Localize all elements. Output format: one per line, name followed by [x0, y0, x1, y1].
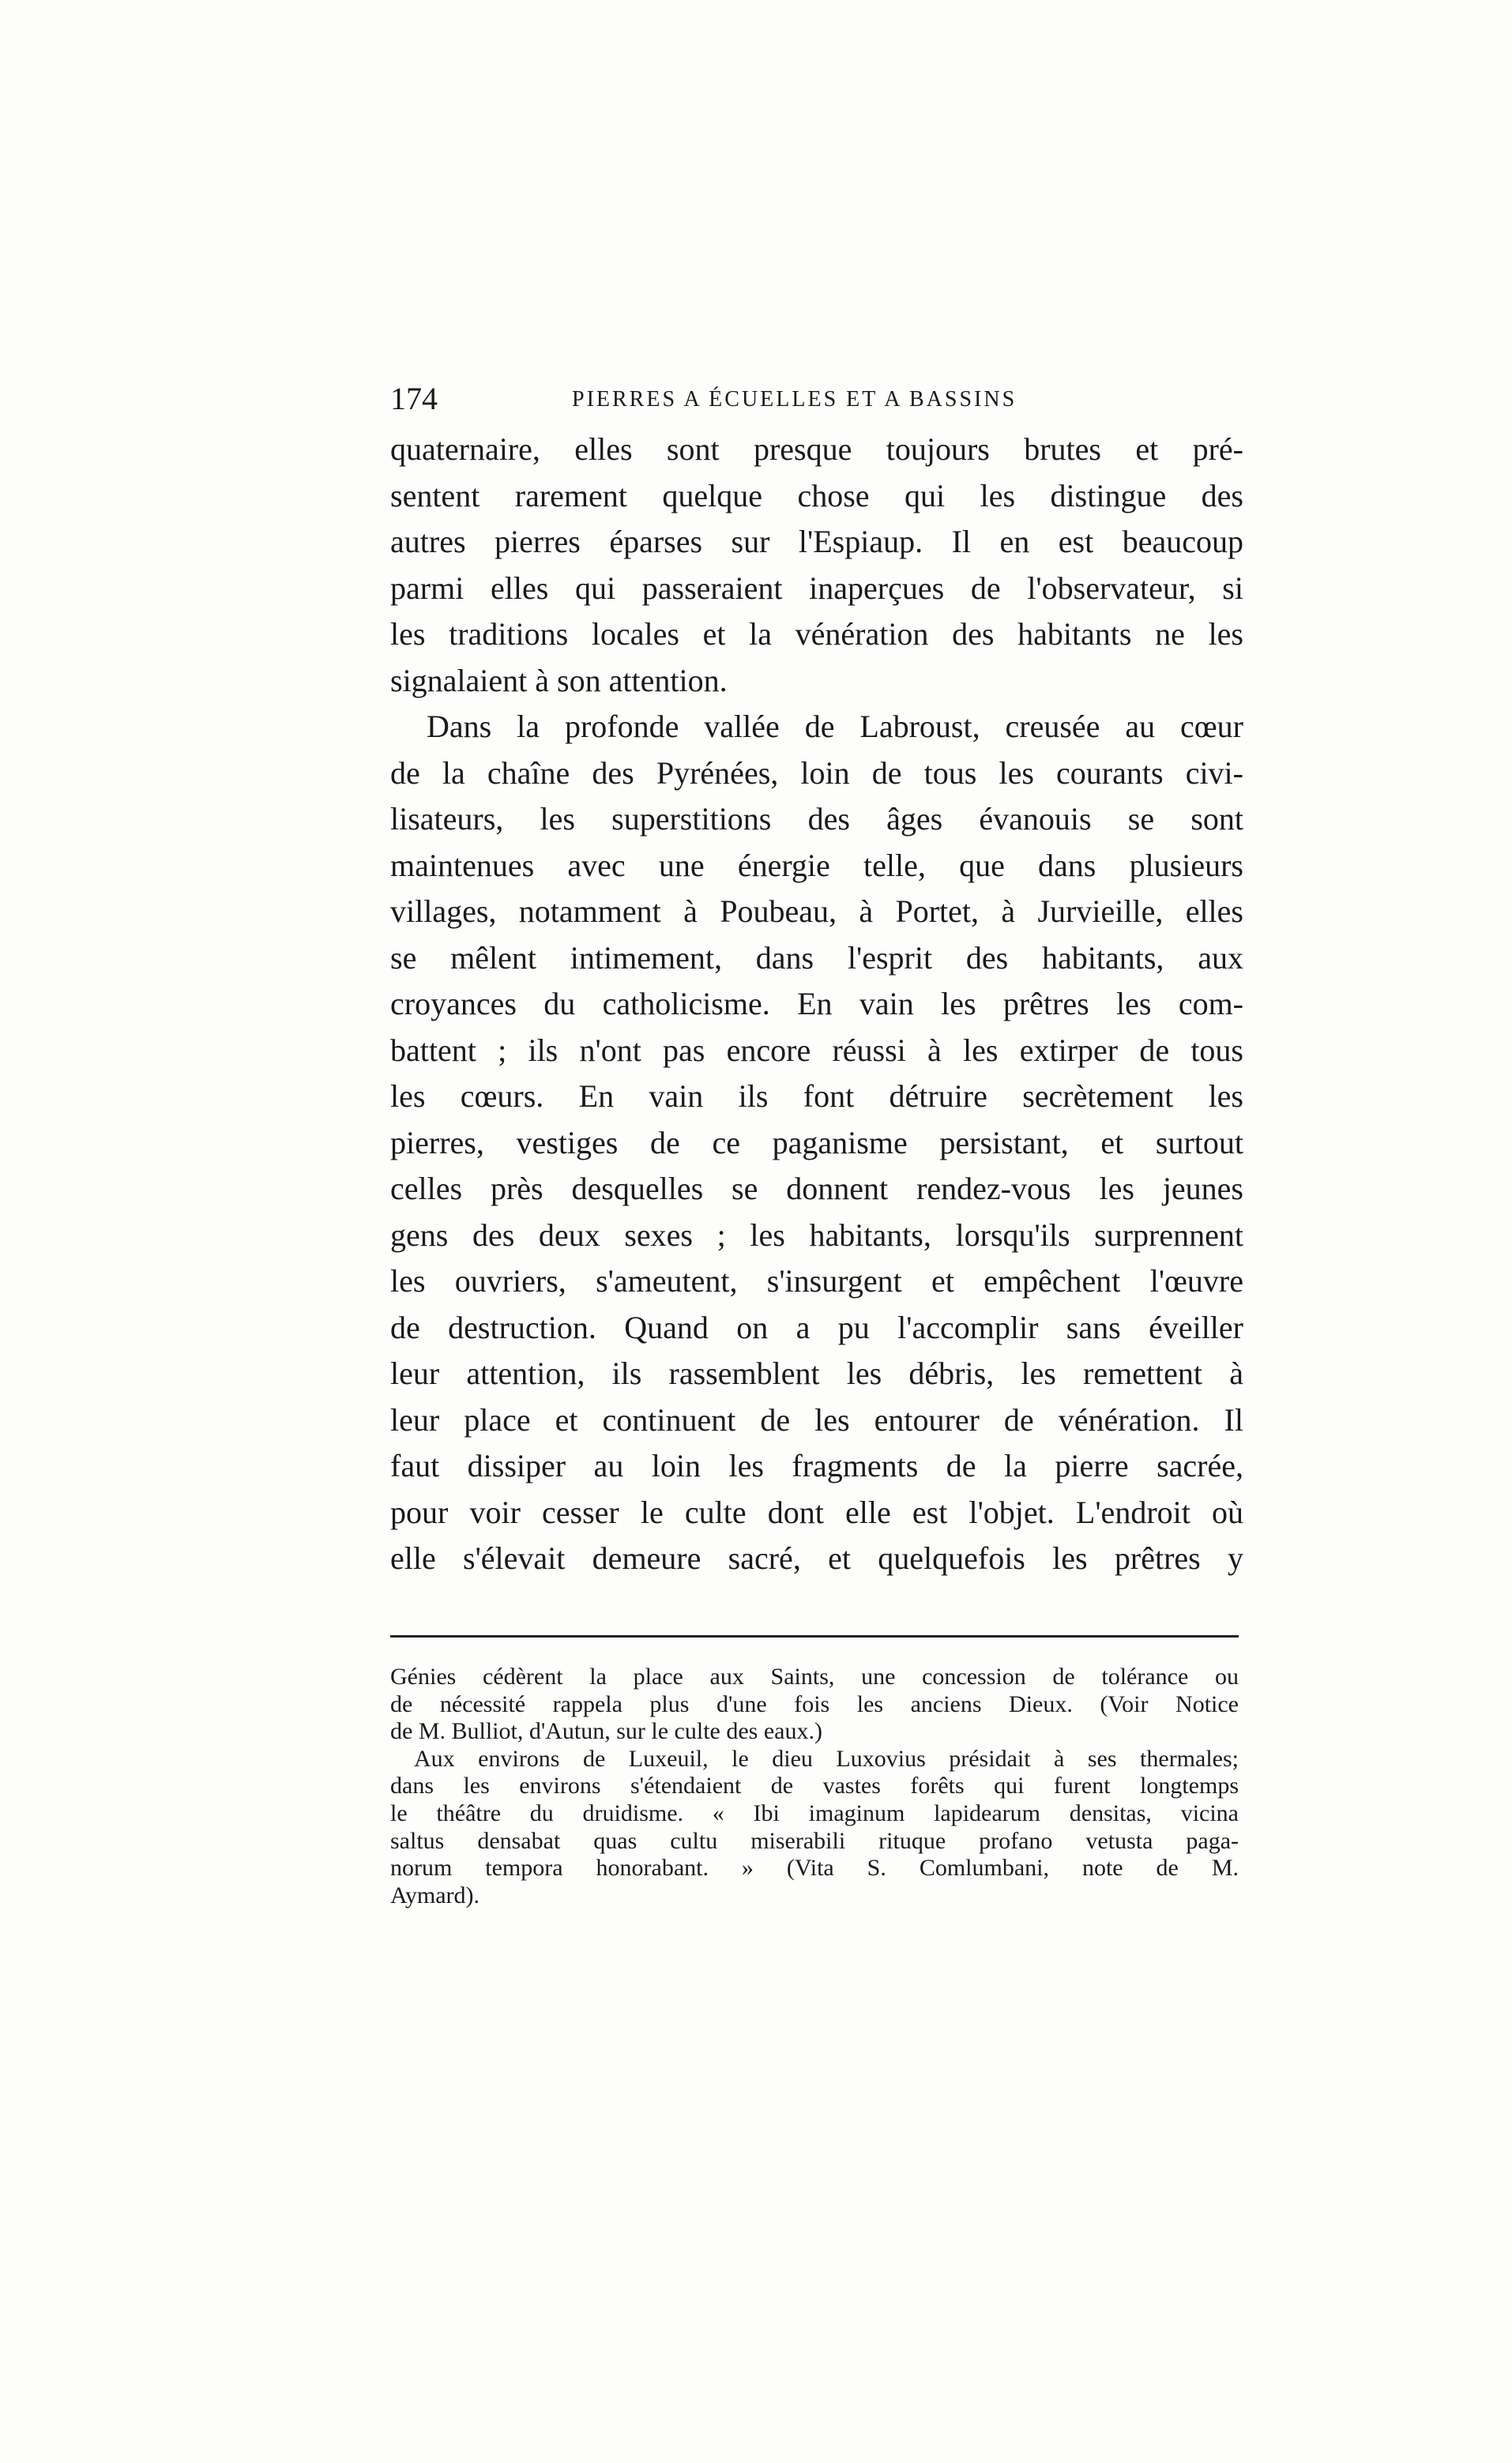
- text-line: sentent rarement quelque chose qui les distingue des: [390, 477, 1243, 513]
- footnote-line: Aymard).: [390, 1882, 480, 1908]
- text-line: celles près desquelles se donnent rendez-vous les jeunes: [390, 1171, 1243, 1206]
- text-line: faut dissiper au loin les fragments de la pierre sacrée,: [390, 1448, 1243, 1483]
- text-line: elle s'élevait demeure sacré, et quelquefois les prêtres y: [390, 1540, 1243, 1576]
- text-line: pierres, vestiges de ce paganisme persistant, et surtout: [390, 1124, 1243, 1160]
- footnote-line: de M. Bulliot, d'Autun, sur le culte des eaux.): [390, 1718, 822, 1745]
- footnote-line: dans les environs s'étendaient de vastes forêts qui furent longtemps: [390, 1773, 1239, 1799]
- main-text: [390, 427, 1243, 1582]
- text-line: se mêlent intimement, dans l'esprit des habitants, aux: [390, 939, 1243, 976]
- text-line: quaternaire, elles sont presque toujours brutes et pré-: [390, 431, 1243, 467]
- footnote-divider: [390, 1635, 1239, 1638]
- footnote-line: saltus densabat quas cultu miserabili rituque profano vetusta paga-: [390, 1827, 1239, 1854]
- text-line: les cœurs. En vain ils font détruire secrètement les: [390, 1078, 1243, 1114]
- page-header: [390, 379, 1243, 419]
- text-line: signalaient à son attention.: [390, 662, 728, 698]
- text-line: les traditions locales et la vénération des habitants ne les: [390, 616, 1243, 652]
- text-line: parmi elles qui passeraient inaperçues de l'observateur, si: [390, 570, 1243, 606]
- text-line: leur place et continuent de les entourer de vénération. Il: [390, 1401, 1243, 1438]
- text-line: autres pierres éparses sur l'Espiaup. Il en est beaucoup: [390, 524, 1243, 559]
- text-line: pour voir cesser le culte dont elle est l'objet. L'endroit où: [390, 1494, 1243, 1530]
- footnote-line: norum tempora honorabant. » (Vita S. Comlumbani, note de M.: [390, 1855, 1239, 1882]
- text-line: gens des deux sexes ; les habitants, lorsqu'ils surprennent: [390, 1216, 1243, 1253]
- page-number: 174: [390, 381, 438, 416]
- footnote-line: de nécessité rappela plus d'une fois les anciens Dieux. (Voir Notice: [390, 1690, 1239, 1717]
- text-line: de la chaîne des Pyrénées, loin de tous les courants civi-: [390, 754, 1243, 791]
- text-line: Dans la profonde vallée de Labroust, creusée au cœur: [427, 709, 1243, 744]
- text-line: de destruction. Quand on a pu l'accomplir sans éveiller: [390, 1309, 1243, 1345]
- footnote-line: le théâtre du druidisme. « Ibi imaginum lapidearum densitas, vicina: [390, 1799, 1239, 1826]
- text-line: battent ; ils n'ont pas encore réussi à les extirper de tous: [390, 1032, 1243, 1068]
- footnotes: [390, 1664, 1239, 1909]
- text-line: lisateurs, les superstitions des âges évanouis se sont: [390, 801, 1243, 837]
- text-line: croyances du catholicisme. En vain les prêtres les com-: [390, 986, 1243, 1021]
- running-title: PIERRES A ÉCUELLES ET A BASSINS: [572, 387, 1017, 412]
- text-line: villages, notamment à Poubeau, à Portet, à Jurvieille, elles: [390, 893, 1243, 929]
- text-line: les ouvriers, s'ameutent, s'insurgent et empêchent l'œuvre: [390, 1263, 1243, 1299]
- text-line: leur attention, ils rassemblent les débris, les remettent à: [390, 1356, 1243, 1391]
- footnote-line: Aux environs de Luxeuil, le dieu Luxovius présidait à ses thermales;: [414, 1745, 1239, 1772]
- footnote-line: Génies cédèrent la place aux Saints, une concession de tolérance ou: [390, 1664, 1239, 1690]
- text-line: maintenues avec une énergie telle, que dans plusieurs: [390, 847, 1243, 883]
